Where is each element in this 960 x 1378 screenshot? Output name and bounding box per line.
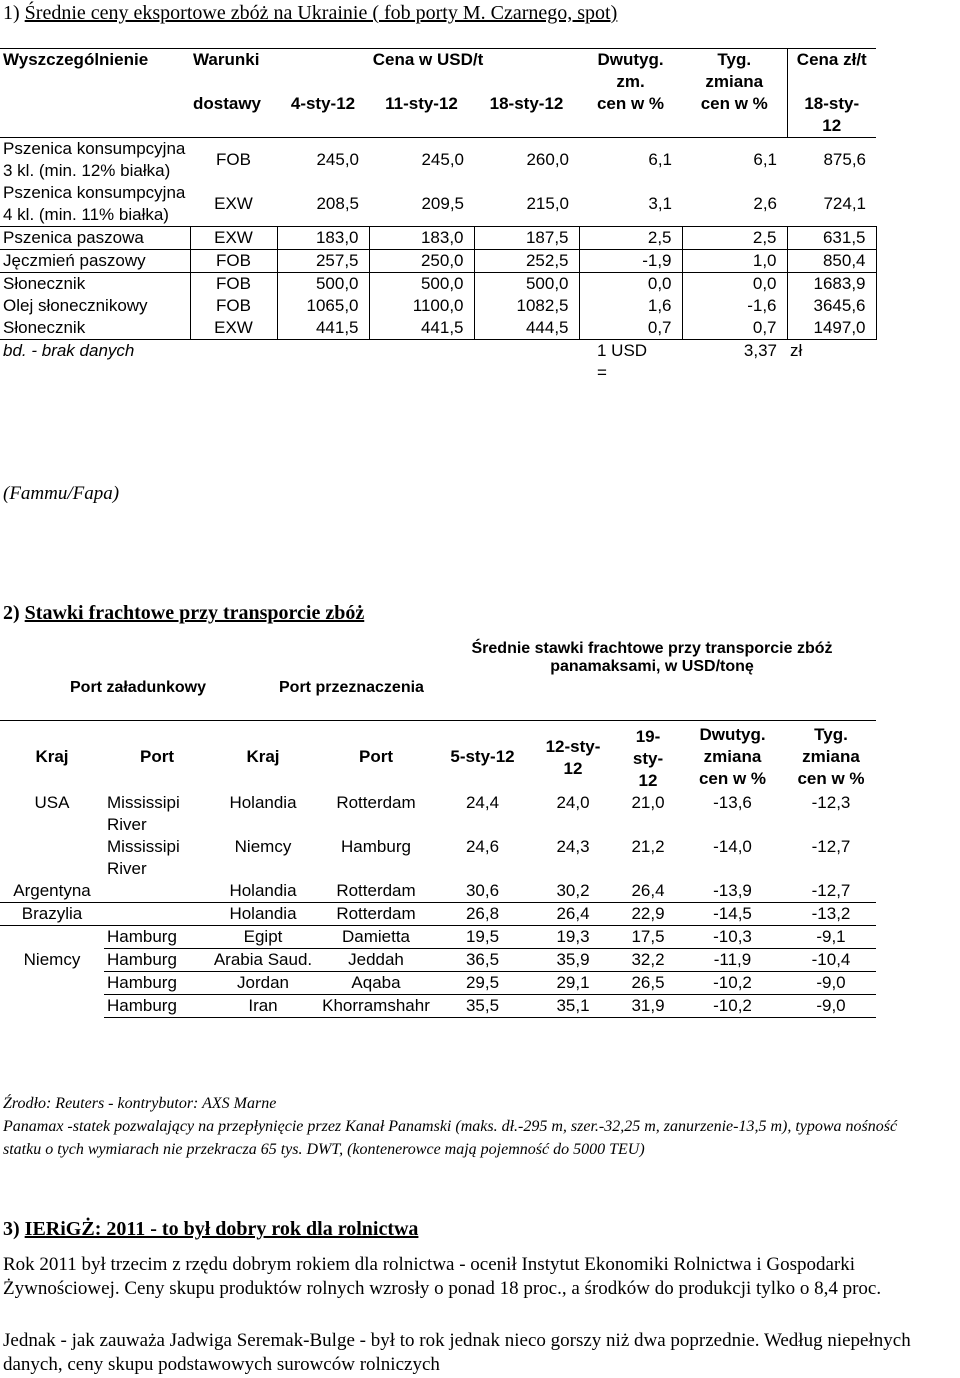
row-v3: 500,0 [474,273,579,296]
row-v2: 35,9 [529,949,617,972]
row-name: Pszenica konsumpcyjna 3 kl. (min. 12% białka) [3,139,186,180]
row-v1: 441,5 [277,317,369,340]
row-v2: 245,0 [421,150,464,169]
row-name: Jęczmień paszowy [0,250,190,273]
section2-title-text: Stawki frachtowe przy transporcie zbóż [24,602,365,624]
row-dw: -13,9 [679,880,786,903]
row-ty: -9,1 [786,926,876,949]
header-date-2-line-2: 12 [563,759,583,778]
table1-header-row-4 [0,115,876,138]
row-v3: 260,0 [526,150,569,169]
row-cond: EXW [190,227,277,250]
row-name: Olej słonecznikowy [0,295,190,317]
row-zl: 3645,6 [787,295,876,317]
row-dw: 2,5 [579,227,682,250]
header-tyg-line-2: zmiana [802,747,860,766]
row-ty: -9,0 [786,995,876,1018]
row-kraj1: Brazylia [0,903,104,926]
row-port2: Hamburg [341,837,411,856]
row-v1: 257,5 [277,250,369,273]
header-wyszczegolnienie: Wyszczególnienie [0,49,190,72]
row-v2: 250,0 [369,250,474,273]
row-kraj1: Niemcy [23,949,81,969]
header-dostawy: dostawy [193,94,262,113]
header-tyg: Tyg. [682,49,787,72]
table1-footer-row [0,340,876,363]
row-v2: 183,0 [369,227,474,250]
row-v1: 24,4 [465,793,500,812]
row-v1: 26,8 [436,903,529,926]
header-tyg-3: cen w % [700,94,768,113]
header-kraj-loading: Kraj [35,747,69,766]
table2-header-row [0,722,876,792]
row-kraj1 [0,926,104,949]
row-v1: 208,5 [277,182,369,227]
group-freight-rates-line-1: Średnie stawki frachtowe przy transporcie zbóż [471,640,833,657]
table-row [0,273,876,296]
row-ty: 6,1 [753,150,777,169]
row-v1: 245,0 [316,150,359,169]
group-freight-rates [437,640,867,676]
row-kraj1 [0,972,104,995]
row-ty: 0,7 [682,317,787,340]
header-dwutyg: Dwutyg. [579,49,682,72]
row-dw: -10,2 [679,972,786,995]
row-port1: Mississipi River [107,793,180,834]
section2-title [3,602,364,625]
panamax-note: Panamax -statek pozwalający na przepłynięcie przez Kanał Panamski (maks. dł.-295 m, szer.-32,25 m, zanurzenie-13,5 m), typowa nośność statku o tych wymiarach nie przekracza 65 tys. DWT, (kontenerowce mają pojemność do 5000 TEU) [3,1118,898,1158]
header-dwutyg-2: zm. [616,72,645,91]
row-ty: -1,6 [682,295,787,317]
row-port1 [104,880,210,903]
usd-equals: = [597,363,607,382]
table-row [0,949,876,972]
row-port1: Hamburg [104,926,210,949]
row-port2: Rotterdam [336,793,416,812]
row-dw: -10,2 [679,995,786,1018]
section1-number: 1) [3,2,20,24]
row-v3: 444,5 [474,317,579,340]
header-tyg-2: zmiana [705,72,764,91]
row-v1: 19,5 [436,926,529,949]
row-v2: 500,0 [369,273,474,296]
header-date-2: 11-sty-12 [385,94,458,113]
source-fammu: (Fammu/Fapa) [3,483,120,504]
row-zl: 875,6 [823,150,866,169]
row-v1: 30,6 [436,880,529,903]
row-v3: 215,0 [474,182,579,227]
header-warunki: Warunki [190,49,277,72]
row-zl: 1683,9 [787,273,876,296]
header-date-2-line-1: 12-sty- [545,737,601,756]
table1-header-row-1 [0,49,876,72]
row-ty: 0,0 [682,273,787,296]
row-kraj2: Arabia Saud. [210,949,316,972]
row-v3: 252,5 [474,250,579,273]
header-tyg-line-1: Tyg. [814,725,848,744]
row-v3: 31,9 [617,995,679,1018]
section1-title [3,2,617,25]
row-dw: -14,5 [679,903,786,926]
row-kraj1: Argentyna [0,880,104,903]
row-kraj1 [0,836,104,880]
section1-title-text: Średnie ceny eksportowe zbóż na Ukrainie ( fob porty M. Czarnego, spot) [24,2,618,24]
row-v3: 22,9 [617,903,679,926]
row-dw: 0,7 [579,317,682,340]
row-cond: FOB [190,250,277,273]
row-cond: FOB [216,150,251,169]
table-row [0,972,876,995]
header-date-zl-2: 12 [787,115,876,138]
header-dwutyg-line-3: cen w % [698,769,767,788]
table2-top-rule [0,720,876,721]
row-dw: -10,3 [679,926,786,949]
row-dw: -14,0 [713,837,752,856]
row-ty: -12,3 [811,793,851,812]
row-dw: 1,6 [579,295,682,317]
row-zl: 850,4 [787,250,876,273]
row-ty: -9,0 [786,972,876,995]
currency-label: zł [790,341,803,360]
row-cond: EXW [190,182,277,227]
row-v1: 36,5 [436,949,529,972]
source-reuters: Źrodło: Reuters - kontrybutor: AXS Marne [3,1095,277,1112]
row-ty: -12,7 [786,880,876,903]
row-cond: EXW [190,317,277,340]
section3-paragraph-1: Rok 2011 był trzecim z rzędu dobrym rokiem dla rolnictwa - ocenił Instytut Ekonomiki Rolnictwa i Gospodarki Żywnościowej. Ceny skupu produktów rolnych wzrosły o ponad 18 proc., a środków do produkcji tylko o 8,4 proc. [3,1254,882,1299]
row-zl: 1497,0 [787,317,876,340]
row-kraj2: Holandia [229,793,297,812]
row-v3: 17,5 [617,926,679,949]
row-port1: Hamburg [104,995,210,1018]
row-ty: -12,7 [811,837,851,856]
row-dw: -13,6 [713,793,752,812]
row-v3: 21,2 [631,837,665,856]
header-date-3-line-2: sty- [632,749,664,768]
table-row [0,995,876,1018]
row-ty: -13,2 [786,903,876,926]
group-destination-port: Port przeznaczenia [279,679,424,696]
table1-header-row-2 [0,71,876,93]
table-row [0,926,876,949]
row-ty: 2,6 [682,182,787,227]
row-kraj2: Holandia [210,880,316,903]
row-kraj2: Iran [210,995,316,1018]
header-date-zl: 18-sty- [787,93,876,115]
export-prices-table [0,48,877,384]
row-kraj1 [0,995,104,1018]
row-v1: 29,5 [436,972,529,995]
row-dw: -1,9 [579,250,682,273]
row-dw: -11,9 [679,949,786,972]
header-cena-zl: Cena zł/t [787,49,876,72]
row-name: Słonecznik [0,273,190,296]
row-v1: 183,0 [277,227,369,250]
section2-number: 2) [3,602,20,624]
row-v2: 26,4 [529,903,617,926]
section3-number: 3) [3,1218,20,1240]
row-v3: 26,5 [617,972,679,995]
row-v1: 500,0 [277,273,369,296]
row-kraj2: Niemcy [234,837,292,856]
row-dw: 0,0 [579,273,682,296]
row-name: Słonecznik [0,317,190,340]
freight-rates-table [0,722,876,1018]
row-v3: 32,2 [617,949,679,972]
row-v3: 21,0 [631,793,665,812]
row-cond: FOB [190,295,277,317]
row-v2: 24,3 [556,837,590,856]
table-row [0,138,876,183]
row-name: Pszenica konsumpcyjna 4 kl. (min. 11% białka) [0,182,190,227]
row-v2: 19,3 [529,926,617,949]
row-v2: 35,1 [529,995,617,1018]
header-kraj-destination: Kraj [246,747,280,766]
header-date-1: 5-sty-12 [450,747,515,766]
row-ty: 2,5 [682,227,787,250]
header-date-3-line-3: 12 [638,771,658,790]
table1-footer-row-2 [0,362,876,384]
header-date-2 [529,722,617,792]
table-row [0,836,876,880]
row-v3: 26,4 [617,880,679,903]
header-cena-usd: Cena w USD/t [277,49,579,72]
header-date-3-line-1: 19- [635,727,661,746]
group-loading-port: Port załadunkowy [70,679,207,696]
row-v2: 29,1 [529,972,617,995]
exchange-rate: 3,37 [743,341,777,360]
section3-title-text: IERiGŻ: 2011 - to był dobry rok dla rolnictwa [24,1218,419,1240]
table1-header-row-3 [0,93,876,115]
row-kraj2: Jordan [210,972,316,995]
row-v1: 1065,0 [277,295,369,317]
row-v2: 30,2 [529,880,617,903]
row-v1: 35,5 [436,995,529,1018]
row-v2: 441,5 [369,317,474,340]
header-port-destination: Port [359,747,393,766]
group-freight-rates-line-2: panamaksami, w USD/tonę [550,658,754,675]
row-port1: Mississipi River [107,837,180,878]
row-zl: 724,1 [787,182,876,227]
table-row [0,250,876,273]
header-date-3: 18-sty-12 [489,94,564,113]
row-kraj2: Egipt [210,926,316,949]
row-v3: 1082,5 [474,295,579,317]
row-kraj1: USA [34,793,70,812]
row-v1: 24,6 [465,837,500,856]
row-ty: -10,4 [786,949,876,972]
row-dw: 6,1 [648,150,672,169]
row-ty: 1,0 [682,250,787,273]
table-row [0,903,876,926]
table-row [0,880,876,903]
header-port-loading: Port [140,747,174,766]
row-port2: Rotterdam [316,903,436,926]
table-row [0,295,876,317]
row-v2: 24,0 [556,793,590,812]
section3-paragraph-2: Jednak - jak zauważa Jadwiga Seremak-Bulge - był to rok jednak nieco gorszy niż dwa poprzednie. Według niepełnych danych, ceny skupu podstawowych surowców rolniczych [3,1330,911,1375]
header-dwutyg-3: cen w % [596,94,665,113]
row-v2: 209,5 [369,182,474,227]
row-port2: Jeddah [316,949,436,972]
table-row [0,182,876,227]
header-tyg-line-3: cen w % [797,769,865,788]
row-port2: Khorramshahr [316,995,436,1018]
row-dw: 3,1 [579,182,682,227]
row-port1 [104,903,210,926]
table-row [0,227,876,250]
row-zl: 631,5 [787,227,876,250]
row-cond: FOB [190,273,277,296]
header-dwutyg-line-1: Dwutyg. [699,725,766,744]
row-kraj2: Holandia [210,903,316,926]
row-port2: Aqaba [316,972,436,995]
row-v3: 187,5 [474,227,579,250]
header-dwutyg-line-2: zmiana [703,747,762,766]
row-port2: Damietta [316,926,436,949]
row-name: Pszenica paszowa [0,227,190,250]
header-date-3 [617,722,679,792]
row-port1: Hamburg [104,949,210,972]
row-port2: Rotterdam [316,880,436,903]
table-row [0,317,876,340]
row-port1: Hamburg [104,972,210,995]
header-tyg [786,722,876,792]
section3-title [3,1218,418,1241]
table-row [0,792,876,836]
header-dwutyg [679,722,786,792]
nodata-note: bd. - brak danych [3,341,135,360]
row-v2: 1100,0 [369,295,474,317]
usd-label: 1 USD [597,341,648,360]
header-date-1: 4-sty-12 [290,94,356,113]
